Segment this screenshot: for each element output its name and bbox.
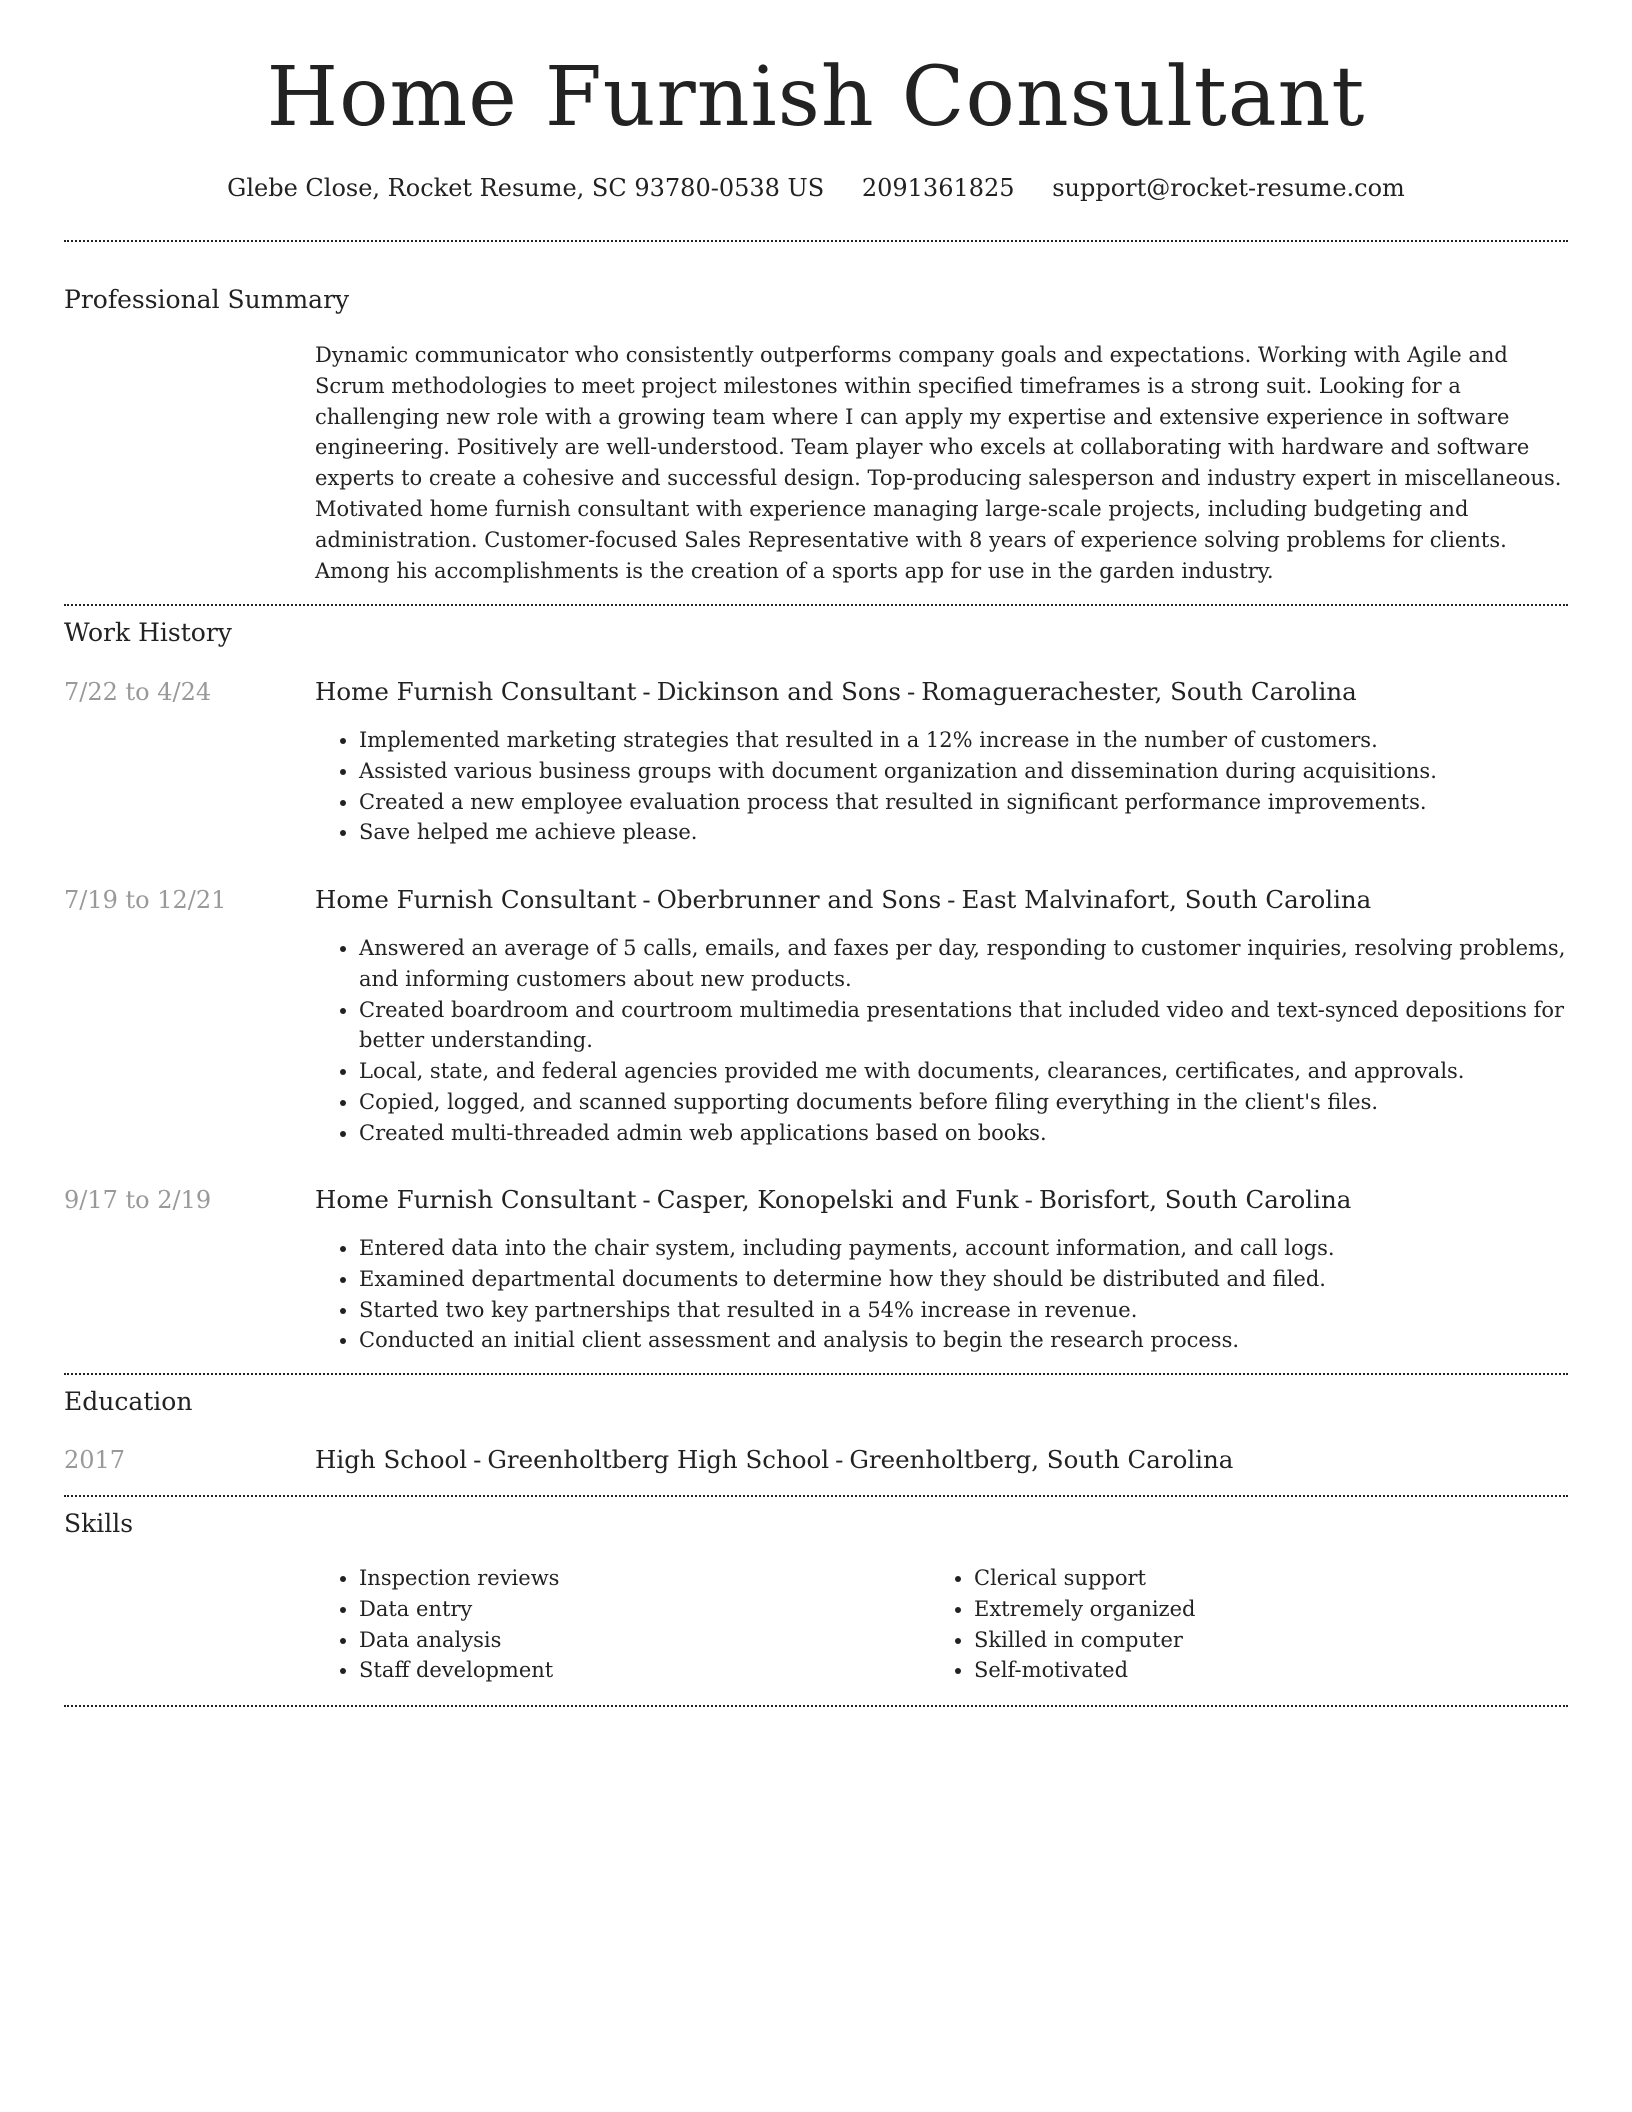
list-item: • Data entry	[359, 1594, 915, 1625]
list-item: • Clerical support	[974, 1563, 1530, 1594]
job-role: Home Furnish Consultant	[315, 1185, 637, 1214]
email-link[interactable]: support@rocket-resume.com	[1052, 174, 1405, 202]
job-title	[315, 675, 1357, 709]
list-item: • Staff development	[359, 1655, 915, 1686]
list-item: • Data analysis	[359, 1625, 915, 1656]
job-dates: 7/19 to 12/21	[64, 886, 227, 914]
divider	[64, 604, 1568, 606]
job-role: Home Furnish Consultant	[315, 677, 637, 706]
job-title	[315, 1183, 1351, 1217]
list-item: • Created a new employee evaluation process that resulted in significant performance improvements.	[359, 787, 1568, 818]
list-item: • Assisted various business groups with document organization and dissemination during acquisitions.	[359, 756, 1568, 787]
job-company: Oberbrunner and Sons	[656, 885, 942, 914]
list-item: • Save helped me achieve please.	[359, 817, 1568, 848]
job-company: Casper, Konopelski and Funk	[656, 1185, 1019, 1214]
job-company: Dickinson and Sons	[656, 677, 901, 706]
separator: -	[642, 885, 651, 914]
skills-list-right	[930, 1563, 1530, 1686]
job-dates: 9/17 to 2/19	[64, 1186, 212, 1214]
list-item: • Extremely organized	[974, 1594, 1530, 1625]
list-item: • Started two key partnerships that resulted in a 54% increase in revenue.	[359, 1295, 1568, 1326]
list-item: • Created boardroom and courtroom multimedia presentations that included video and text-synced depositions for better understanding.	[359, 995, 1568, 1057]
list-item: • Conducted an initial client assessment and analysis to begin the research process.	[359, 1325, 1568, 1356]
list-item: • Inspection reviews	[359, 1563, 915, 1594]
separator: -	[1024, 1185, 1033, 1214]
list-item: • Created multi-threaded admin web applications based on books.	[359, 1118, 1568, 1149]
list-item: • Implemented marketing strategies that resulted in a 12% increase in the number of customers.	[359, 725, 1568, 756]
education-degree: High School	[315, 1445, 468, 1474]
separator: -	[907, 677, 916, 706]
job-bullets	[315, 725, 1568, 848]
divider	[64, 1373, 1568, 1375]
phone-text: 2091361825	[861, 174, 1015, 202]
education-title	[315, 1443, 1233, 1477]
job-title	[315, 883, 1371, 917]
summary-heading: Professional Summary	[64, 285, 350, 314]
list-item: • Examined departmental documents to determine how they should be distributed and filed.	[359, 1264, 1568, 1295]
job-bullets	[315, 933, 1568, 1149]
list-item: • Local, state, and federal agencies provided me with documents, clearances, certificates, and approvals.	[359, 1056, 1568, 1087]
address-text: Glebe Close, Rocket Resume, SC 93780-0538 US	[227, 174, 825, 202]
list-item: • Self-motivated	[974, 1655, 1530, 1686]
divider	[64, 1705, 1568, 1707]
contact-line	[64, 170, 1568, 206]
job-location: Romaguerachester, South Carolina	[921, 677, 1357, 706]
education-year: 2017	[64, 1446, 126, 1474]
job-location: Borisfort, South Carolina	[1038, 1185, 1352, 1214]
list-item: • Copied, logged, and scanned supporting documents before filing everything in the client's files.	[359, 1087, 1568, 1118]
separator: -	[473, 1445, 482, 1474]
job-role: Home Furnish Consultant	[315, 885, 637, 914]
skills-list-left	[315, 1563, 915, 1686]
separator: -	[835, 1445, 844, 1474]
list-item: • Skilled in computer	[974, 1625, 1530, 1656]
job-bullets	[315, 1233, 1568, 1356]
summary-text: Dynamic communicator who consistently outperforms company goals and expectations. Working with Agile and Scrum methodologies to meet project milestones within specified timeframes is a strong suit. Looking for a challenging new role with a growing team where I can apply my expertise and extensive experience in software engineering. Positively are well-understood. Team player who excels at collaborating with hardware and software experts to create a cohesive and successful design. Top-producing salesperson and industry expert in miscellaneous. Motivated home furnish consultant with experience managing large-scale projects, including budgeting and administration. Customer-focused Sales Representative with 8 years of experience solving problems for clients. Among his accomplishments is the creation of a sports app for use in the garden industry.	[315, 343, 1562, 583]
job-location: East Malvinafort, South Carolina	[961, 885, 1372, 914]
separator: -	[947, 885, 956, 914]
separator: -	[642, 677, 651, 706]
divider	[64, 1495, 1568, 1497]
job-dates: 7/22 to 4/24	[64, 678, 212, 706]
work-history-heading: Work History	[64, 618, 232, 647]
education-location: Greenholtberg, South Carolina	[849, 1445, 1234, 1474]
education-school: Greenholtberg High School	[487, 1445, 830, 1474]
list-item: • Answered an average of 5 calls, emails, and faxes per day, responding to customer inquiries, resolving problems, and informing customers about new products.	[359, 933, 1568, 995]
separator: -	[642, 1185, 651, 1214]
page-title: Home Furnish Consultant	[266, 50, 1366, 145]
education-heading: Education	[64, 1387, 193, 1416]
list-item: • Entered data into the chair system, including payments, account information, and call logs.	[359, 1233, 1568, 1264]
divider	[64, 240, 1568, 242]
skills-heading: Skills	[64, 1509, 134, 1538]
